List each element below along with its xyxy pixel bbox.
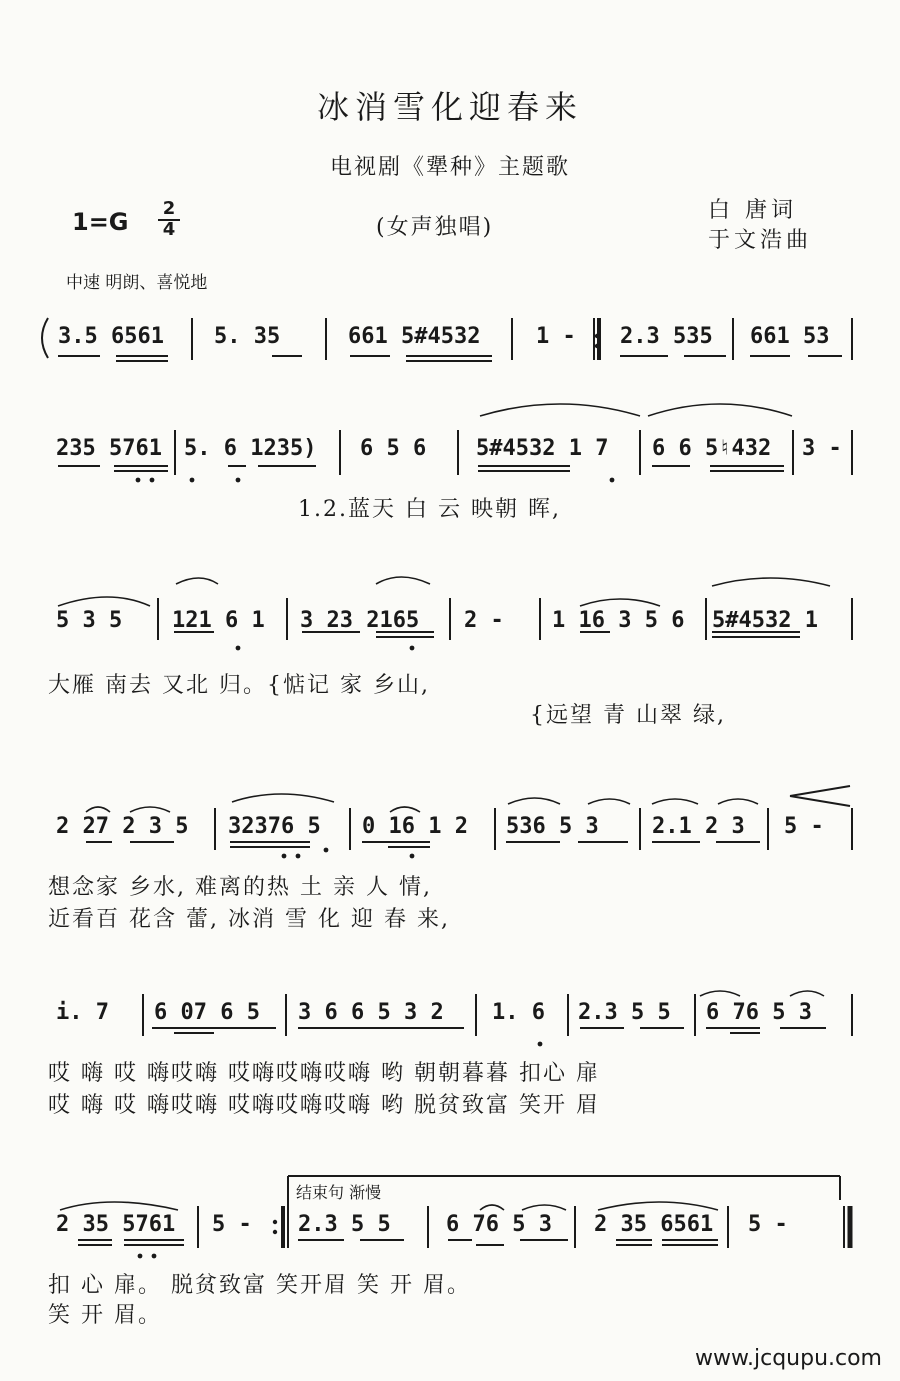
performer: (女声独唱) — [376, 215, 494, 240]
measure-1-4: 1 - — [536, 324, 576, 349]
measure-6-1: 2 35 5761 — [56, 1212, 176, 1237]
lyrics-row-3-line-2: {远望 青 山翠 绿, — [530, 703, 726, 728]
lyricist: 白 唐词 — [708, 198, 797, 223]
measure-3-5: 1 16 3 5 6 — [552, 608, 685, 633]
measure-2-1: 235 5761 — [56, 436, 162, 461]
measure-4-6: 5 - — [784, 814, 824, 839]
measure-6-3: 2.3 5 5 — [298, 1212, 391, 1237]
measure-4-3: 0 16 1 2 — [362, 814, 468, 839]
measure-5-2: 6 07 6 5 — [154, 1000, 260, 1025]
lyrics-row-4-line-1: 想念家 乡水, 难离的热 土 亲 人 情, — [48, 875, 432, 900]
measure-1-1: 3.5 6561 — [58, 324, 164, 349]
measure-2-2: 5. 6 1235) — [184, 436, 317, 461]
song-subtitle: 电视剧《犟种》主题歌 — [329, 155, 570, 180]
measure-3-3: 3 23 2165 — [300, 608, 420, 633]
tempo-marking: 中速 明朗、喜悦地 — [66, 273, 208, 293]
measure-2-5: 6 6 5♮432 — [652, 436, 772, 461]
measure-2-6: 3 - — [802, 436, 842, 461]
measure-2-3: 6 5 6 — [360, 436, 427, 461]
meter-top: 2 — [158, 200, 180, 221]
measure-1-5: 2.3 535 — [620, 324, 713, 349]
lyrics-row-5-line-2: 哎 嗨 哎 嗨哎嗨 哎嗨哎嗨哎嗨 哟 脱贫致富 笑开 眉 — [48, 1093, 600, 1118]
measure-3-4: 2 - — [464, 608, 504, 633]
measure-6-4: 6 76 5 3 — [446, 1212, 552, 1237]
meter-bottom: 4 — [162, 219, 176, 240]
lyrics-row-3-line-1: 大雁 南去 又北 归。{惦记 家 乡山, — [48, 673, 430, 698]
measure-6-5: 2 35 6561 — [594, 1212, 714, 1237]
measure-4-4: 536 5 3 — [506, 814, 599, 839]
composer: 于文浩曲 — [708, 228, 813, 253]
lyrics-row-5-line-1: 哎 嗨 哎 嗨哎嗨 哎嗨哎嗨哎嗨 哟 朝朝暮暮 扣心 扉 — [48, 1061, 600, 1086]
start-brace — [42, 318, 48, 358]
measure-3-6: 5#4532 1 — [712, 608, 818, 633]
measure-3-2: 121 6 1 — [172, 608, 265, 633]
measure-2-4: 5#4532 1 7 — [476, 436, 609, 461]
measure-1-2: 5. 35 — [214, 324, 281, 349]
lyrics-row-6-line-2: 笑 开 眉。 — [48, 1303, 162, 1328]
song-title: 冰消雪化迎春来 — [316, 88, 583, 126]
measure-5-3: 3 6 6 5 3 2 — [298, 1000, 444, 1025]
footer-watermark: www.jcqupu.com — [695, 1346, 882, 1371]
lyrics-row-6-line-1: 扣 心 扉。 脱贫致富 笑开眉 笑 开 眉。 — [48, 1273, 471, 1298]
measure-6-6: 5 - — [748, 1212, 788, 1237]
measure-5-1: i. 7 — [56, 1000, 109, 1025]
lyrics-row-4-line-2: 近看百 花含 蕾, 冰消 雪 化 迎 春 来, — [48, 907, 450, 932]
measure-5-4: 1. 6 — [492, 1000, 545, 1025]
measure-4-1: 2 27 2 3 5 — [56, 814, 189, 839]
measure-4-2: 32376 5 — [228, 814, 321, 839]
measure-5-6: 6 76 5 3 — [706, 1000, 812, 1025]
measure-1-6: 661 53 — [750, 324, 830, 349]
key-signature: 1=G — [72, 208, 129, 236]
measure-5-5: 2.3 5 5 — [578, 1000, 671, 1025]
ending-marking: 结束句 渐慢 — [296, 1183, 382, 1202]
measure-1-3: 661 5#4532 — [348, 324, 481, 349]
measure-4-5: 2.1 2 3 — [652, 814, 745, 839]
lyrics-row-2: 1.2.蓝天 白 云 映朝 晖, — [298, 497, 561, 522]
measure-3-1: 5 3 5 — [56, 608, 123, 633]
measure-6-2: 5 - — [212, 1212, 252, 1237]
